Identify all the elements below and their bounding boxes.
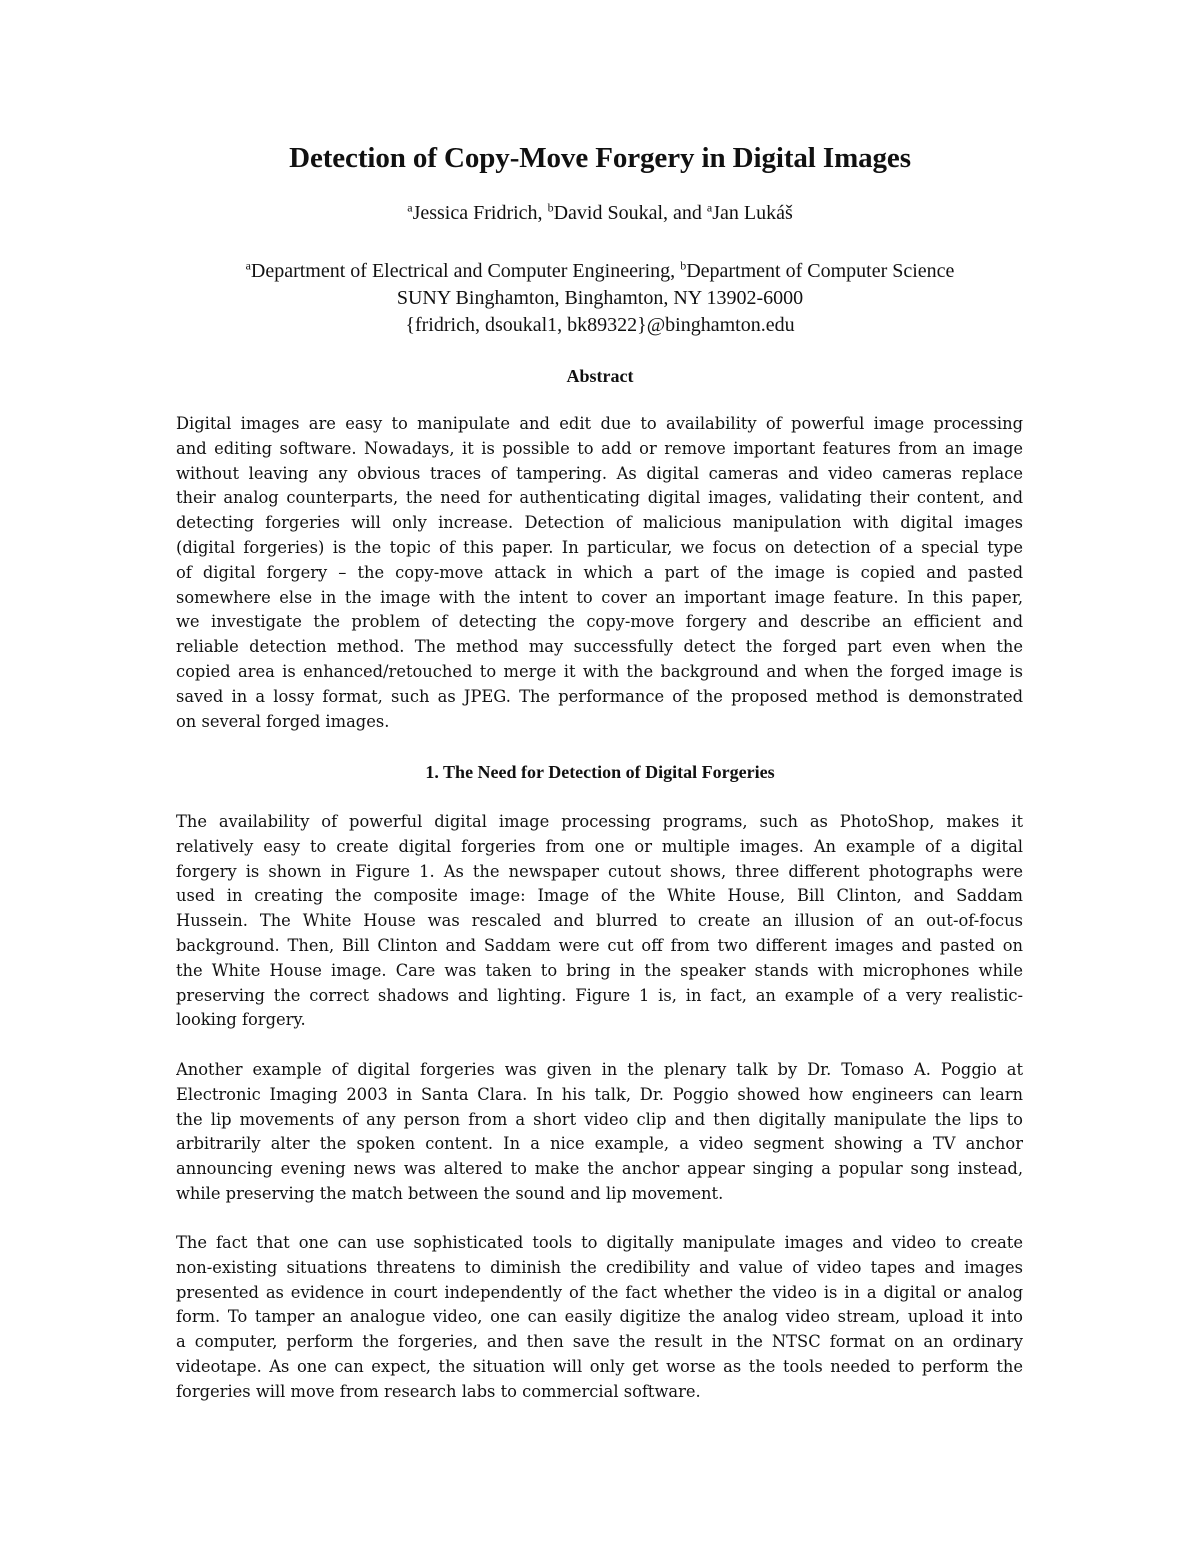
author-3: Jan Lukáš — [712, 202, 793, 224]
section-1-heading: 1. The Need for Detection of Digital Forgeries — [425, 762, 775, 782]
affil-mark-a: a — [245, 258, 251, 273]
paragraph-line: videotape. As one can expect, the situation will only get worse as the tools needed to perform the — [176, 1356, 1023, 1376]
paragraph-line: form. To tamper an analogue video, one can easily digitize the analog video stream, upload it into — [176, 1307, 1023, 1327]
abstract-line: (digital forgeries) is the topic of this paper. In particular, we focus on detection of a special type — [176, 537, 1023, 557]
abstract-body — [176, 412, 1023, 734]
abstract-line: without leaving any obvious traces of tampering. As digital cameras and video cameras replace — [176, 463, 1023, 483]
paragraph-line: background. Then, Bill Clinton and Saddam were cut off from two different images and pasted on — [176, 935, 1023, 955]
paragraph-line: The availability of powerful digital image processing programs, such as PhotoShop, makes it — [176, 812, 1023, 831]
abstract-line: saved in a lossy format, such as JPEG. The performance of the proposed method is demonstrated — [176, 686, 1023, 706]
paragraph-line: preserving the correct shadows and lighting. Figure 1 is, in fact, an example of a very realistic- — [176, 985, 1023, 1005]
abstract-line: somewhere else in the image with the intent to cover an important image feature. In this paper, — [176, 587, 1023, 607]
section-1-paragraph-2 — [176, 1058, 1023, 1207]
paragraph-line: Another example of digital forgeries was given in the plenary talk by Dr. Tomaso A. Poggio at — [176, 1060, 1023, 1079]
paragraph-line: presented as evidence in court independently of the fact whether the video is in a digital or analog — [176, 1282, 1023, 1302]
paragraph-line: arbitrarily alter the spoken content. In a nice example, a video segment showing a TV anchor — [176, 1134, 1023, 1154]
abstract-line: Digital images are easy to manipulate and edit due to availability of powerful image processing — [176, 414, 1023, 433]
paragraph-line: forgery is shown in Figure 1. As the newspaper cutout shows, three different photographs were — [176, 861, 1023, 881]
paragraph-line: a computer, perform the forgeries, and then save the result in the NTSC format on an ordinary — [176, 1332, 1023, 1352]
paragraph-line: the White House image. Care was taken to bring in the speaker stands with microphones while — [176, 960, 1023, 980]
affiliation-cs: Department of Computer Science — [686, 260, 955, 282]
paragraph-line: The fact that one can use sophisticated tools to digitally manipulate images and video to create — [176, 1233, 1023, 1252]
affiliation-block — [0, 258, 1200, 339]
abstract-line: and editing software. Nowadays, it is possible to add or remove important features from an image — [176, 438, 1023, 458]
affiliation-line-1 — [0, 258, 1200, 285]
abstract-line: copied area is enhanced/retouched to merge it with the background and when the forged image is — [176, 661, 1023, 681]
abstract-line: on several forged images. — [176, 711, 390, 731]
abstract-line: reliable detection method. The method may successfully detect the forged part even when the — [176, 637, 1023, 657]
paragraph-line: used in creating the composite image: Image of the White House, Bill Clinton, and Saddam — [176, 886, 1023, 906]
paper-title: Detection of Copy-Move Forgery in Digital Images — [289, 142, 911, 174]
author-1: Jessica Fridrich, — [412, 202, 548, 224]
author-2-affil-mark: b — [547, 200, 554, 215]
section-1-paragraph-3 — [176, 1231, 1023, 1405]
author-2: David Soukal, and — [553, 202, 707, 224]
paragraph-line: announcing evening news was altered to make the anchor appear singing a popular song instead, — [176, 1159, 1023, 1179]
abstract-line: their analog counterparts, the need for authenticating digital images, validating their content, and — [176, 488, 1023, 508]
section-1-paragraph-1 — [176, 810, 1023, 1033]
paragraph-line: looking forgery. — [176, 1010, 306, 1030]
paragraph-line: relatively easy to create digital forgeries from one or multiple images. An example of a digital — [176, 836, 1023, 856]
affiliation-emails: {fridrich, dsoukal1, bk89322}@binghamton.edu — [405, 314, 795, 336]
abstract-heading: Abstract — [566, 366, 634, 386]
author-1-affil-mark: a — [407, 200, 413, 215]
abstract-line: detecting forgeries will only increase. Detection of malicious manipulation with digital images — [176, 513, 1023, 533]
paragraph-line: non-existing situations threatens to diminish the credibility and value of video tapes and images — [176, 1257, 1023, 1277]
abstract-line: of digital forgery – the copy-move attack in which a part of the image is copied and pasted — [176, 562, 1023, 582]
paragraph-line: Electronic Imaging 2003 in Santa Clara. In his talk, Dr. Poggio showed how engineers can learn — [176, 1084, 1023, 1104]
paragraph-line: while preserving the match between the sound and lip movement. — [176, 1183, 724, 1203]
abstract-line: we investigate the problem of detecting the copy-move forgery and describe an efficient and — [176, 612, 1023, 632]
author-3-affil-mark: a — [706, 200, 713, 215]
paragraph-line: Hussein. The White House was rescaled and blurred to create an illusion of an out-of-focus — [176, 911, 1023, 931]
affiliation-ece: Department of Electrical and Computer Engineering, — [250, 260, 681, 282]
paragraph-line: forgeries will move from research labs to commercial software. — [176, 1381, 701, 1401]
affil-mark-b: b — [680, 258, 687, 273]
author-list — [0, 202, 1200, 225]
paragraph-line: the lip movements of any person from a short video clip and then digitally manipulate the lips to — [176, 1109, 1023, 1129]
affiliation-address: SUNY Binghamton, Binghamton, NY 13902-6000 — [396, 287, 804, 309]
